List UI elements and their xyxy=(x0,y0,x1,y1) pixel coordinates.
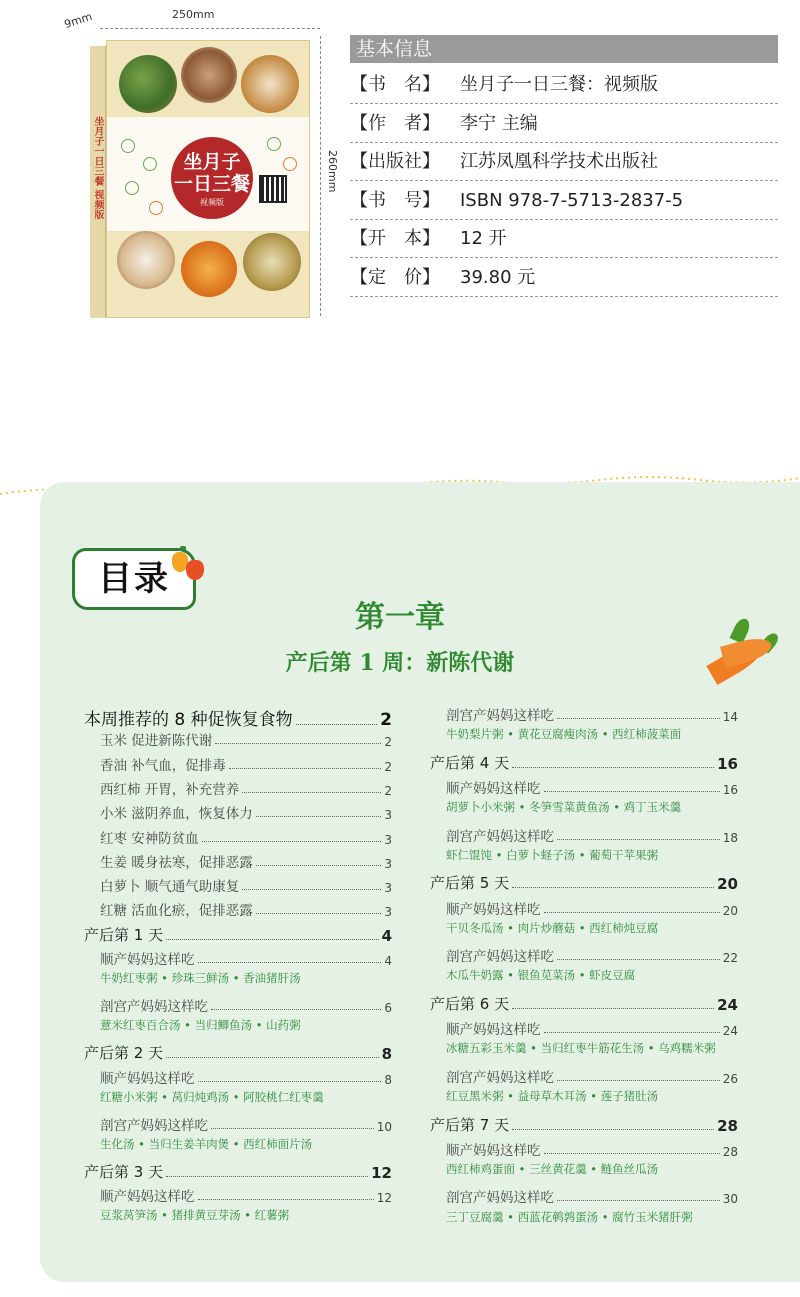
toc-section-entry[interactable] xyxy=(84,1042,392,1063)
toc-entry[interactable] xyxy=(100,851,392,871)
vegetable-icon xyxy=(125,181,139,195)
toc-entry-title: 剖宫产妈妈这样吃 xyxy=(446,708,554,724)
pepper-icon xyxy=(186,560,204,580)
toc-entry[interactable] xyxy=(100,778,392,798)
cover-title-line1: 坐月子 xyxy=(183,151,241,173)
book-spine xyxy=(90,46,106,319)
food-photo xyxy=(243,233,301,291)
dot-leader xyxy=(512,767,714,768)
info-value: ISBN 978-7-5713-2837-5 xyxy=(460,189,684,211)
toc-page-number: 12 xyxy=(371,1163,392,1182)
toc-page-number: 2 xyxy=(384,735,392,750)
depth-dimension: 9mm xyxy=(62,9,94,32)
dot-leader xyxy=(557,718,720,719)
info-value: 39.80 元 xyxy=(460,266,536,288)
dot-leader xyxy=(557,1200,720,1201)
book-front xyxy=(106,40,310,318)
recipe-list: 干贝冬瓜汤 • 肉片炒蘑菇 • 西红柿炖豆腐 xyxy=(446,920,659,935)
toc-entry-title: 小米 滋阴养血，恢复体力 xyxy=(100,806,253,823)
toc-page-number: 22 xyxy=(722,951,738,966)
toc-entry-title: 剖宫产妈妈这样吃 xyxy=(446,949,554,966)
toc-entry-title: 红糖 活血化瘀，促排恶露 xyxy=(100,903,253,920)
toc-section-entry[interactable] xyxy=(430,1114,738,1135)
toc-entry-title: 生姜 暖身祛寒，促排恶露 xyxy=(100,854,253,871)
dot-leader xyxy=(202,841,382,842)
toc-entry-title: 产后第 1 天 xyxy=(84,925,164,944)
recipe-list: 红豆黑米粥 • 益母草木耳汤 • 莲子猪肚汤 xyxy=(446,1088,659,1103)
toc-page-number: 4 xyxy=(384,954,392,968)
toc-page-number: 3 xyxy=(384,881,392,896)
recipe-list: 牛奶梨片粥 • 黄花豆腐瘦肉汤 • 西红柿菠菜面 xyxy=(446,727,682,742)
cover-title-circle xyxy=(171,137,253,219)
toc-entry[interactable] xyxy=(446,777,738,797)
dot-leader xyxy=(198,962,382,963)
info-key: 【出版社】 xyxy=(350,151,440,172)
toc-entry-title: 红枣 安神防贫血 xyxy=(100,830,199,847)
toc-entry-title: 剖宫产妈妈这样吃 xyxy=(446,1069,554,1086)
toc-entry[interactable] xyxy=(446,825,738,845)
toc-section-entry[interactable] xyxy=(84,1161,392,1182)
toc-section-entry[interactable] xyxy=(430,752,738,773)
toc-entry[interactable] xyxy=(446,1186,738,1206)
info-value: 李宁 主编 xyxy=(460,112,538,134)
info-key: 【作 者】 xyxy=(350,112,440,134)
recipe-list: 木瓜牛奶露 • 银鱼苋菜汤 • 虾皮豆腐 xyxy=(446,968,636,983)
vegetable-icon xyxy=(283,157,297,171)
toc-entry-title: 产后第 7 天 xyxy=(430,1115,510,1134)
info-value: 坐月子一日三餐：视频版 xyxy=(460,74,658,95)
dot-leader xyxy=(512,1129,714,1130)
toc-entry[interactable] xyxy=(100,899,392,919)
toc-page-number: 24 xyxy=(717,995,738,1014)
toc-entry[interactable] xyxy=(100,729,392,749)
recipe-list: 红糖小米粥 • 莴归炖鸡汤 • 阿胶桃仁红枣羹 xyxy=(100,1089,324,1104)
spine-title: 坐月子一日三餐 视频版 xyxy=(92,115,103,220)
dot-leader xyxy=(215,743,381,744)
toc-section-entry[interactable] xyxy=(430,872,738,893)
toc-page-number: 24 xyxy=(722,1024,738,1039)
dot-leader xyxy=(166,1176,368,1177)
info-key: 【书 名】 xyxy=(350,74,440,95)
dot-leader xyxy=(557,839,720,840)
width-guide-line xyxy=(100,28,320,29)
vegetable-icon xyxy=(149,201,163,215)
basic-info-row xyxy=(350,105,778,143)
toc-entry[interactable] xyxy=(100,827,392,847)
toc-entry-title: 剖宫产妈妈这样吃 xyxy=(100,999,208,1016)
toc-entry-title: 产后第 3 天 xyxy=(84,1162,164,1181)
toc-page-number: 3 xyxy=(384,808,392,823)
qr-code-icon xyxy=(259,175,287,203)
toc-entry[interactable] xyxy=(446,1066,738,1086)
dot-leader xyxy=(166,1057,378,1058)
toc-page-number: 28 xyxy=(722,1144,738,1159)
recipe-list: 生化汤 • 当归生姜羊肉煲 • 西红柿面片汤 xyxy=(100,1136,313,1151)
toc-entry-title: 产后第 2 天 xyxy=(84,1044,164,1063)
toc-entry[interactable] xyxy=(446,1139,738,1159)
basic-info-header: 基本信息 xyxy=(350,35,778,63)
toc-entry-title: 产后第 6 天 xyxy=(430,994,510,1013)
toc-entry-title: 香油 补气血，促排毒 xyxy=(100,757,226,774)
dot-leader xyxy=(512,1008,714,1009)
toc-page-number: 3 xyxy=(384,856,392,871)
toc-page-number: 12 xyxy=(376,1191,392,1205)
toc-entry[interactable] xyxy=(100,1114,392,1134)
dot-leader xyxy=(296,724,378,725)
food-photo xyxy=(181,47,237,103)
basic-info-row xyxy=(350,66,778,104)
dot-leader xyxy=(256,865,382,866)
vegetable-icon xyxy=(143,157,157,171)
dot-leader xyxy=(544,912,720,913)
toc-entry-title: 顺产妈妈这样吃 xyxy=(100,952,195,968)
dot-leader xyxy=(242,792,381,793)
dot-leader xyxy=(229,768,382,769)
cover-title-line2: 一日三餐 xyxy=(173,173,250,195)
toc-entry[interactable] xyxy=(100,995,392,1015)
dot-leader xyxy=(166,939,378,940)
food-photo xyxy=(181,241,237,297)
toc-page-number: 4 xyxy=(381,926,392,945)
basic-info-row xyxy=(350,182,778,220)
toc-page-number: 16 xyxy=(717,754,738,773)
toc-page-number: 30 xyxy=(722,1192,738,1207)
vegetable-icon xyxy=(267,137,281,151)
recipe-list: 三丁豆腐羹 • 西蓝花鹌鹑蛋汤 • 腐竹玉米猪肝粥 xyxy=(446,1209,693,1224)
info-key: 【定 价】 xyxy=(350,266,440,288)
info-key: 【书 号】 xyxy=(350,189,440,211)
dot-leader xyxy=(557,959,720,960)
toc-entry[interactable] xyxy=(446,898,738,918)
dot-leader xyxy=(198,1081,382,1082)
toc-entry-title: 本周推荐的 8 种促恢复食物 xyxy=(84,710,293,730)
chapter-subtitle: 产后第 1 周：新陈代谢 xyxy=(285,650,515,676)
recipe-list: 胡萝卜小米粥 • 冬笋雪菜黄鱼汤 • 鸡丁玉米羹 xyxy=(446,800,682,814)
cover-edition: 视频版 xyxy=(200,198,224,207)
toc-page-number: 2 xyxy=(384,759,392,774)
info-key: 【开 本】 xyxy=(350,228,440,249)
toc-entry-title: 白萝卜 顺气通气助康复 xyxy=(100,879,240,896)
toc-entry[interactable] xyxy=(100,1067,392,1087)
toc-entry[interactable] xyxy=(446,1018,738,1038)
toc-entry-title: 剖宫产妈妈这样吃 xyxy=(446,828,554,845)
toc-section-entry[interactable] xyxy=(430,993,738,1014)
toc-entry[interactable] xyxy=(100,754,392,774)
dot-leader xyxy=(211,1128,374,1129)
toc-entry-title: 顺产妈妈这样吃 xyxy=(446,1142,541,1159)
dot-leader xyxy=(544,1032,720,1033)
toc-page-number: 3 xyxy=(384,832,392,847)
recipe-list: 虾仁馄饨 • 白萝卜蛏子汤 • 葡萄干苹果粥 xyxy=(446,847,659,862)
toc-page-number: 18 xyxy=(722,830,738,845)
info-value: 12 开 xyxy=(460,228,507,249)
toc-page-number: 10 xyxy=(376,1119,392,1134)
toc-entry[interactable] xyxy=(100,1185,392,1205)
dot-leader xyxy=(512,887,714,888)
toc-entry-title: 顺产妈妈这样吃 xyxy=(446,1022,541,1039)
food-photo xyxy=(117,231,175,289)
dot-leader xyxy=(544,1153,720,1154)
toc-page-number: 16 xyxy=(722,782,738,797)
width-dimension: 250mm xyxy=(172,8,215,21)
toc-entry-title: 顺产妈妈这样吃 xyxy=(446,780,541,797)
toc-section-entry[interactable] xyxy=(84,705,392,730)
dot-leader xyxy=(211,1009,381,1010)
recipe-list: 冰糖五彩玉米羹 • 当归红枣牛筋花生汤 • 乌鸡糯米粥 xyxy=(446,1041,716,1056)
toc-entry-title: 剖宫产妈妈这样吃 xyxy=(446,1190,554,1207)
book-cover-image xyxy=(90,40,310,318)
food-photo xyxy=(119,55,177,113)
toc-entry[interactable] xyxy=(100,802,392,822)
toc-entry-title: 顺产妈妈这样吃 xyxy=(100,1189,195,1205)
toc-page-number: 14 xyxy=(722,710,738,724)
chapter-title: 第一章 xyxy=(355,600,445,635)
toc-entry[interactable] xyxy=(100,875,392,895)
basic-info-row xyxy=(350,220,778,258)
toc-page-number: 20 xyxy=(717,875,738,894)
toc-entry[interactable] xyxy=(446,704,738,724)
food-photo xyxy=(241,55,299,113)
toc-entry-title: 顺产妈妈这样吃 xyxy=(100,1070,195,1087)
cover-title-band xyxy=(107,117,310,231)
basic-info-row xyxy=(350,259,778,297)
info-value: 江苏凤凰科学技术出版社 xyxy=(460,151,658,172)
toc-section-entry[interactable] xyxy=(84,924,392,945)
toc-entry-title: 产后第 4 天 xyxy=(430,753,510,772)
toc-page-number: 2 xyxy=(384,783,392,798)
toc-page-number: 20 xyxy=(722,903,738,918)
toc-page-number: 6 xyxy=(384,1001,392,1016)
vegetable-icon xyxy=(121,139,135,153)
toc-entry-title: 西红柿 开胃，补充营养 xyxy=(100,781,240,798)
height-dimension: 260mm xyxy=(326,150,339,193)
recipe-list: 牛奶红枣粥 • 珍珠三鲜汤 • 香油猪肝汤 xyxy=(100,971,301,986)
dot-leader xyxy=(242,889,381,890)
recipe-list: 豆浆莴笋汤 • 猪排黄豆芽汤 • 红薯粥 xyxy=(100,1208,290,1223)
height-guide-line xyxy=(320,36,321,316)
dot-leader xyxy=(256,913,382,914)
toc-entry-title: 剖宫产妈妈这样吃 xyxy=(100,1117,208,1134)
toc-entry[interactable] xyxy=(100,948,392,968)
toc-entry[interactable] xyxy=(446,945,738,965)
recipe-list: 西红柿鸡蛋面 • 三丝黄花羹 • 鲢鱼丝瓜汤 xyxy=(446,1161,659,1176)
toc-page-number: 8 xyxy=(381,1045,392,1064)
dot-leader xyxy=(557,1080,720,1081)
toc-page-number: 2 xyxy=(380,710,392,730)
toc-page-number: 28 xyxy=(717,1116,738,1135)
toc-entry-title: 玉米 促进新陈代谢 xyxy=(100,733,213,750)
basic-info-row xyxy=(350,143,778,181)
dot-leader xyxy=(256,816,382,817)
dot-leader xyxy=(198,1199,374,1200)
toc-entry-title: 产后第 5 天 xyxy=(430,874,510,893)
toc-page-number: 3 xyxy=(384,905,392,920)
toc-page-number: 26 xyxy=(722,1071,738,1086)
toc-page-number: 8 xyxy=(384,1072,392,1087)
toc-entry-title: 顺产妈妈这样吃 xyxy=(446,901,541,918)
dot-leader xyxy=(544,791,720,792)
toc-heading: 目录 xyxy=(72,548,196,610)
recipe-list: 薏米红枣百合汤 • 当归鲫鱼汤 • 山药粥 xyxy=(100,1018,301,1033)
